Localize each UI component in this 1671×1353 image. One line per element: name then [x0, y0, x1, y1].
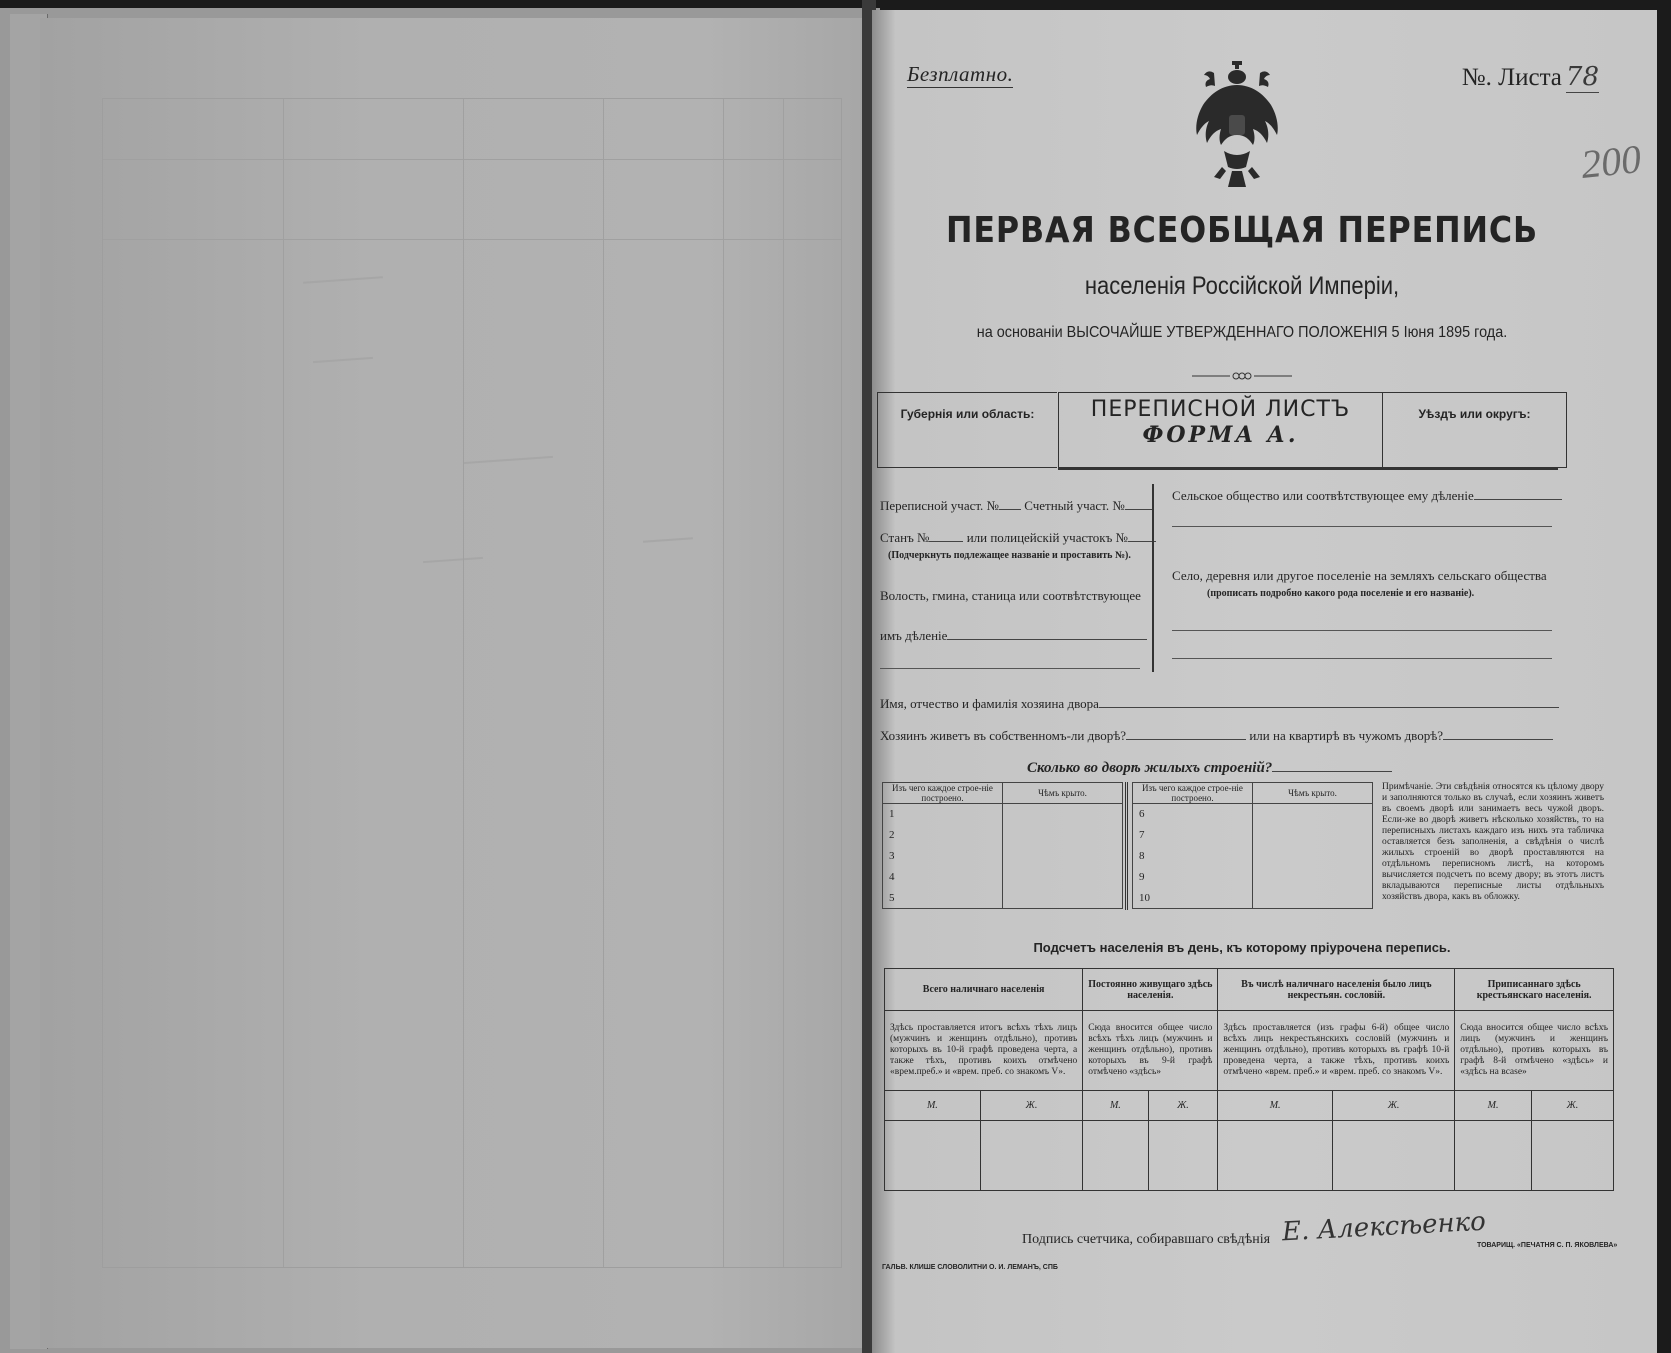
form-title: ПЕРЕПИСНОЙ ЛИСТЪ: [1090, 397, 1351, 422]
stan-input[interactable]: [929, 530, 963, 542]
owner-lives-field: [880, 728, 1553, 744]
male-header: М.: [885, 1091, 981, 1121]
printer-imprint-left: ГАЛЬВ. КЛИШЕ СЛОВОЛИТНИ О. И. ЛЕМАНЪ, СПБ: [882, 1264, 1058, 1271]
count-col-description: Здѣсь проставляется (изъ графы 6-й) общее число всѣхъ лицъ некрестьянскихъ сословій (мужчинъ и женщинъ отдѣльно), противъ которыхъ въ графѣ 10-й проведена черта, а также тѣхъ, противъ коихъ отмѣчено «врем. преб.» и «врем. преб. со знакомъ V».: [1218, 1011, 1455, 1091]
building-row-number: 2: [883, 825, 1003, 846]
male-header: М.: [1218, 1091, 1332, 1121]
police-district-label: или полицейскій участокъ №: [966, 530, 1128, 545]
sheet-number: [1462, 62, 1599, 92]
stan-note: (Подчеркнуть подлежащее названіе и проставить №).: [888, 550, 1131, 561]
roof-cell[interactable]: [1003, 888, 1123, 909]
buildings-count-label: Сколько во дворѣ жилыхъ строеній?: [1027, 760, 1273, 776]
double-rule: [1125, 782, 1128, 910]
count-value-cell[interactable]: [885, 1121, 981, 1191]
form-type: ФОРМА А.: [1142, 422, 1299, 448]
population-count-table: [884, 968, 1614, 1191]
left-page: [40, 18, 870, 1348]
column-divider: [1152, 484, 1154, 672]
building-row-number: 7: [1133, 825, 1253, 846]
building-material-header: Изъ чего каждое строе-ніе построено.: [1133, 783, 1253, 804]
rural-society-line-2: [1172, 526, 1552, 527]
building-material-header: Изъ чего каждое строе-ніе построено.: [883, 783, 1003, 804]
roof-header: Чѣмъ крыто.: [1003, 783, 1123, 804]
buildings-count-field: [1027, 760, 1392, 777]
ornament-divider: [1192, 370, 1292, 382]
owner-lives-label: Хозяинъ живетъ въ собственномъ-ли дворѣ?: [880, 728, 1127, 743]
count-value-cell[interactable]: [1148, 1121, 1218, 1191]
building-row-number: 3: [883, 846, 1003, 867]
counting-district-label: Счетный участ. №: [1024, 498, 1125, 513]
building-row-number: 8: [1133, 846, 1253, 867]
owner-name-field: [880, 696, 1559, 712]
free-label: Безплатно.: [907, 62, 1014, 86]
printer-imprint-right: ТОВАРИЩ. «ПЕЧАТНЯ С. П. ЯКОВЛЕВА»: [1477, 1242, 1618, 1249]
male-header: М.: [1455, 1091, 1532, 1121]
owner-apartment-input[interactable]: [1443, 728, 1553, 740]
form-title-box: [1058, 392, 1382, 468]
rural-society-field: [1172, 488, 1562, 504]
census-form-page: [872, 10, 1657, 1353]
stan-field: [880, 530, 1156, 546]
enumerator-signature: Е. Алексѣенко: [1281, 1206, 1487, 1248]
count-col-header: Постоянно живущаго здѣсь населенія.: [1083, 969, 1218, 1011]
roof-header: Чѣмъ крыто.: [1253, 783, 1373, 804]
village-note: (прописать подробно какого рода поселеніе и его названіе).: [1207, 588, 1475, 599]
building-row-number: 4: [883, 867, 1003, 888]
bleed-through-grid: [102, 98, 842, 1268]
signature-label: Подпись счетчика, собиравшаго свѣдѣнія: [1022, 1232, 1271, 1247]
census-district-label: Переписной участ. №: [880, 498, 999, 513]
roof-cell[interactable]: [1253, 867, 1373, 888]
female-header: Ж.: [1531, 1091, 1613, 1121]
roof-cell[interactable]: [1253, 825, 1373, 846]
count-value-cell[interactable]: [1455, 1121, 1532, 1191]
roof-cell[interactable]: [1253, 804, 1373, 825]
legal-basis: на основаніи ВЫСОЧАЙШЕ УТВЕРЖДЕННАГО ПОЛОЖЕНІЯ 5 Іюня 1895 года.: [976, 324, 1508, 341]
roof-cell[interactable]: [1003, 867, 1123, 888]
count-value-cell[interactable]: [1083, 1121, 1148, 1191]
count-value-cell[interactable]: [1531, 1121, 1613, 1191]
count-col-header: Всего наличнаго населенія: [885, 969, 1083, 1011]
building-row-number: 5: [883, 888, 1003, 909]
owner-apartment-label: или на квартирѣ въ чужомъ дворѣ?: [1249, 728, 1444, 743]
village-line-1: [1172, 630, 1552, 631]
rural-society-input[interactable]: [1474, 488, 1562, 500]
count-value-cell[interactable]: [980, 1121, 1083, 1191]
uezd-box: [1382, 392, 1567, 468]
census-district-field: [880, 498, 1153, 514]
document-title: ПЕРВАЯ ВСЕОБЩАЯ ПЕРЕПИСЬ: [945, 210, 1539, 251]
sheet-number-value: 78: [1565, 62, 1599, 92]
count-value-cell[interactable]: [1218, 1121, 1332, 1191]
count-value-cell[interactable]: [1332, 1121, 1454, 1191]
buildings-table-left: [882, 782, 1123, 909]
volost-cont-label: имъ дѣленіе: [880, 628, 948, 643]
header-underline: [1058, 468, 1558, 470]
count-col-header: Въ числѣ наличнаго населенія было лицъ некрестьян. сословій.: [1218, 969, 1455, 1011]
imperial-eagle-emblem: [1192, 55, 1282, 195]
footnote: Примѣчаніе. Эти свѣдѣнія относятся къ цѣлому двору и заполняются только въ случаѣ, если хозяинъ живетъ въ своемъ дворѣ или занимаетъ весь чужой дворъ. Если-же во дворѣ живетъ нѣсколько хозяйствъ, то на переписныхъ листахъ каждаго изъ нихъ эта табличка оставляется безъ заполненія, а свѣдѣнія о числѣ жилыхъ строеній во дворѣ проставляются на отдѣльномъ переписномъ листѣ, на которомъ вычисляется подсчетъ по всему двору; въ этотъ листъ вкладываются переписные листы отдѣльныхъ хозяйствъ двора, какъ въ обложку.: [1382, 782, 1604, 902]
volost-extra-line: [880, 668, 1140, 669]
roof-cell[interactable]: [1003, 804, 1123, 825]
buildings-table-right: [1132, 782, 1373, 909]
count-col-header: Приписаннаго здѣсь крестьянскаго населенія.: [1455, 969, 1614, 1011]
village-label: Село, деревня или другое поселеніе на земляхъ сельскаго общества: [1172, 568, 1547, 583]
volost-input[interactable]: [947, 628, 1147, 640]
census-district-input[interactable]: [999, 498, 1021, 510]
building-row-number: 6: [1133, 804, 1253, 825]
sheet-number-label: №. Листа: [1461, 64, 1562, 91]
gubernia-box: [877, 392, 1057, 468]
volost-label: Волость, гмина, станица или соотвѣтствующее: [880, 588, 1141, 603]
building-row-number: 10: [1133, 888, 1253, 909]
count-col-description: Здѣсь проставляется итогъ всѣхъ тѣхъ лицъ (мужчинъ и женщинъ отдѣльно), противъ которыхъ въ 10-й графѣ проведена черта, а также тѣхъ, противъ коихъ отмѣчено «врем.преб.» и «врем. преб. со знакомъ V».: [885, 1011, 1083, 1091]
count-col-description: Сюда вносится общее число всѣхъ тѣхъ лицъ (мужчинъ и женщинъ отдѣльно), противъ которыхъ въ 9-й графѣ отмѣчено «здѣсь»: [1083, 1011, 1218, 1091]
owner-name-input[interactable]: [1099, 696, 1559, 708]
female-header: Ж.: [1332, 1091, 1454, 1121]
roof-cell[interactable]: [1253, 888, 1373, 909]
female-header: Ж.: [1148, 1091, 1218, 1121]
building-row-number: 1: [883, 804, 1003, 825]
male-header: М.: [1083, 1091, 1148, 1121]
count-col-description: Сюда вносится общее число всѣхъ лицъ (мужчинъ и женщинъ отдѣльно), противъ которыхъ въ графѣ 8-й отмѣчено «здѣсь» и «здѣсь на вcase»: [1455, 1011, 1614, 1091]
roof-cell[interactable]: [1003, 846, 1123, 867]
buildings-count-input[interactable]: [1272, 760, 1392, 772]
margin-page-number: 200: [1578, 135, 1644, 188]
village-line-2: [1172, 658, 1552, 659]
female-header: Ж.: [980, 1091, 1083, 1121]
volost-field: [880, 628, 1147, 644]
stan-label: Станъ №: [880, 530, 930, 545]
roof-cell[interactable]: [1003, 825, 1123, 846]
counting-district-input[interactable]: [1125, 498, 1153, 510]
document-subtitle: населенія Россійской Имперіи,: [1084, 272, 1400, 300]
uezd-label: Уѣздъ или округъ:: [1418, 407, 1531, 421]
population-count-title: Подсчетъ населенія въ день, къ которому пріурочена перепись.: [1033, 940, 1451, 955]
roof-cell[interactable]: [1253, 846, 1373, 867]
building-row-number: 9: [1133, 867, 1253, 888]
gubernia-label: Губернія или область:: [900, 407, 1035, 421]
owner-lives-input[interactable]: [1126, 728, 1246, 740]
rural-society-label: Сельское общество или соотвѣтствующее ему дѣленіе: [1172, 488, 1474, 503]
owner-name-label: Имя, отчество и фамилія хозяина двора: [880, 696, 1099, 711]
